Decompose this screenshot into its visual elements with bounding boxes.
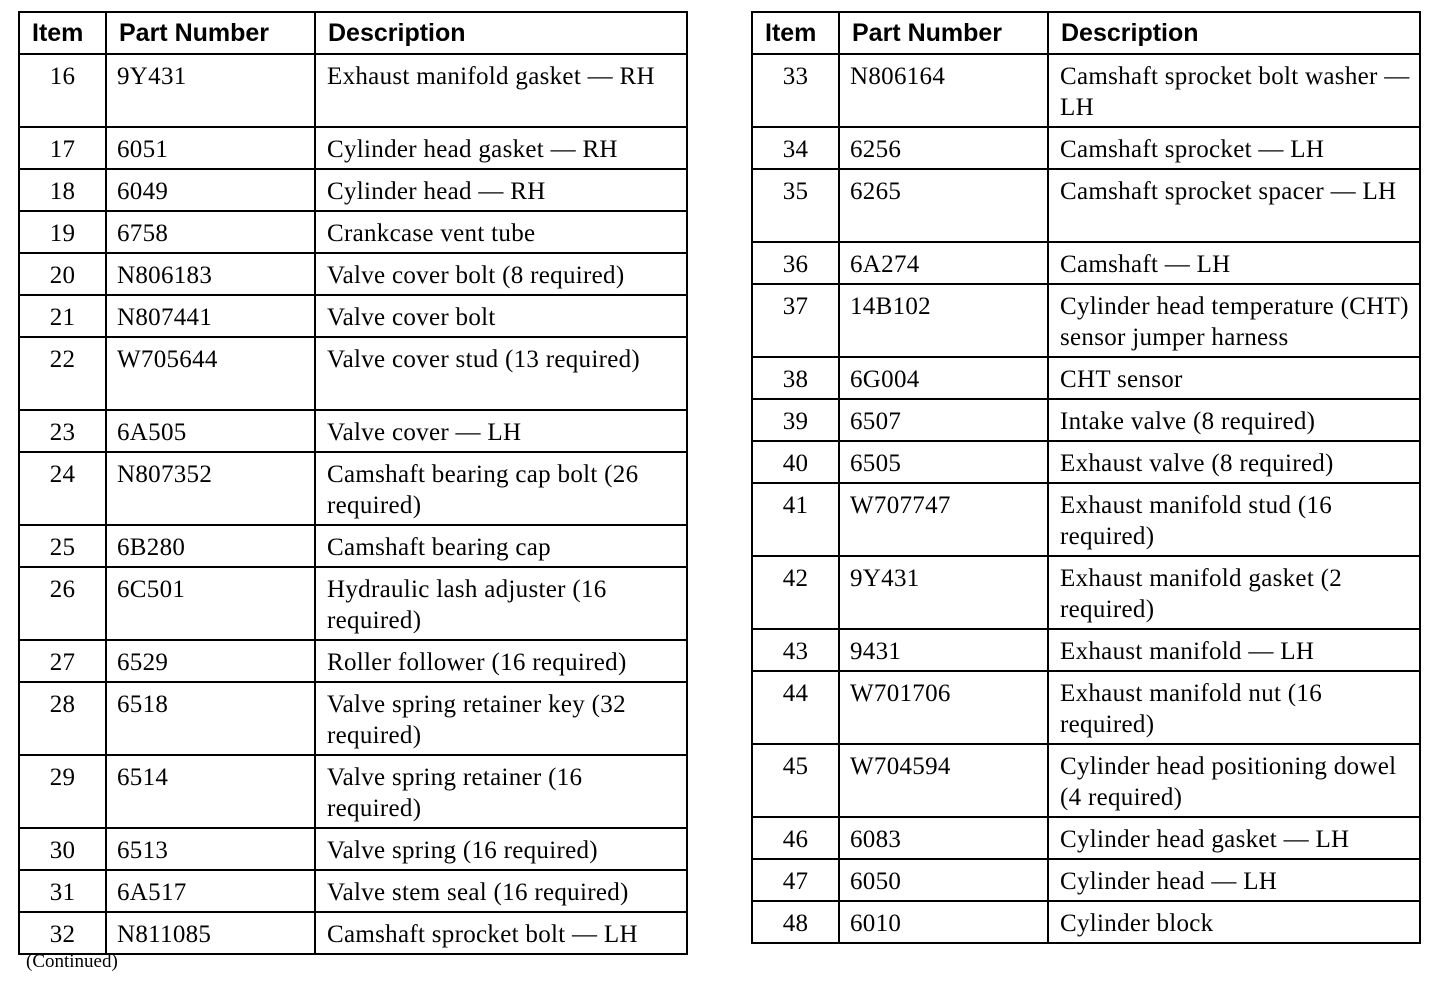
part-number: W705644 <box>106 337 315 410</box>
part-number: N807441 <box>106 295 315 337</box>
part-number: 6049 <box>106 169 315 211</box>
item-number: 47 <box>752 859 839 901</box>
part-number: 9431 <box>839 629 1048 671</box>
item-number: 25 <box>19 525 106 567</box>
part-description: Camshaft bearing cap <box>315 525 687 567</box>
table-row <box>752 357 1420 399</box>
part-description: Crankcase vent tube <box>315 211 687 253</box>
item-number: 20 <box>19 253 106 295</box>
part-number: 6050 <box>839 859 1048 901</box>
part-description: Camshaft sprocket bolt washer — LH <box>1048 54 1420 127</box>
part-description: Exhaust manifold — LH <box>1048 629 1420 671</box>
item-number: 35 <box>752 169 839 242</box>
table-row <box>752 54 1420 127</box>
item-number: 42 <box>752 556 839 629</box>
table-row <box>19 755 687 828</box>
item-number: 27 <box>19 640 106 682</box>
table-row <box>19 870 687 912</box>
part-description: Valve cover stud (13 required) <box>315 337 687 410</box>
table-row <box>19 410 687 452</box>
part-number: 6256 <box>839 127 1048 169</box>
part-number: 6A505 <box>106 410 315 452</box>
part-number: 9Y431 <box>839 556 1048 629</box>
part-description: Camshaft sprocket spacer — LH <box>1048 169 1420 242</box>
item-number: 37 <box>752 284 839 357</box>
part-description: Valve cover bolt (8 required) <box>315 253 687 295</box>
part-description: Cylinder block <box>1048 901 1420 943</box>
part-number: N806183 <box>106 253 315 295</box>
part-number: W704594 <box>839 744 1048 817</box>
table-row <box>19 525 687 567</box>
parts-table-right <box>751 11 1421 944</box>
item-number: 30 <box>19 828 106 870</box>
part-number: 6010 <box>839 901 1048 943</box>
table-row <box>752 817 1420 859</box>
table-row <box>19 567 687 640</box>
table-row <box>752 629 1420 671</box>
part-description: Camshaft sprocket bolt — LH <box>315 912 687 954</box>
table-row <box>19 211 687 253</box>
item-number: 21 <box>19 295 106 337</box>
table-row <box>19 682 687 755</box>
table-row <box>19 337 687 410</box>
part-number: W701706 <box>839 671 1048 744</box>
table-row <box>19 127 687 169</box>
item-number: 33 <box>752 54 839 127</box>
part-number: 6083 <box>839 817 1048 859</box>
part-number: 14B102 <box>839 284 1048 357</box>
header-item: Item <box>19 12 106 54</box>
part-number: 6529 <box>106 640 315 682</box>
part-description: Exhaust valve (8 required) <box>1048 441 1420 483</box>
table-row <box>19 169 687 211</box>
part-description: Hydraulic lash adjuster (16 required) <box>315 567 687 640</box>
part-number: 6051 <box>106 127 315 169</box>
table-row <box>752 859 1420 901</box>
table-row <box>752 284 1420 357</box>
part-number: 6265 <box>839 169 1048 242</box>
part-description: Cylinder head — RH <box>315 169 687 211</box>
table-row <box>19 828 687 870</box>
part-description: Intake valve (8 required) <box>1048 399 1420 441</box>
part-description: Valve spring retainer key (32 required) <box>315 682 687 755</box>
item-number: 40 <box>752 441 839 483</box>
part-number: 6513 <box>106 828 315 870</box>
part-description: Cylinder head — LH <box>1048 859 1420 901</box>
part-description: Exhaust manifold gasket — RH <box>315 54 687 127</box>
part-number: 9Y431 <box>106 54 315 127</box>
part-description: Exhaust manifold nut (16 required) <box>1048 671 1420 744</box>
item-number: 32 <box>19 912 106 954</box>
part-description: Cylinder head positioning dowel (4 required) <box>1048 744 1420 817</box>
part-number: 6A517 <box>106 870 315 912</box>
item-number: 22 <box>19 337 106 410</box>
part-number: W707747 <box>839 483 1048 556</box>
item-number: 23 <box>19 410 106 452</box>
item-number: 17 <box>19 127 106 169</box>
item-number: 39 <box>752 399 839 441</box>
item-number: 19 <box>19 211 106 253</box>
part-number: N806164 <box>839 54 1048 127</box>
part-description: Valve spring retainer (16 required) <box>315 755 687 828</box>
part-description: Exhaust manifold gasket (2 required) <box>1048 556 1420 629</box>
table-row <box>19 640 687 682</box>
header-description: Description <box>1048 12 1420 54</box>
part-number: 6518 <box>106 682 315 755</box>
part-description: Camshaft sprocket — LH <box>1048 127 1420 169</box>
table-row <box>752 744 1420 817</box>
part-description: Valve cover — LH <box>315 410 687 452</box>
header-part-number: Part Number <box>106 12 315 54</box>
header-description: Description <box>315 12 687 54</box>
item-number: 48 <box>752 901 839 943</box>
part-description: Valve stem seal (16 required) <box>315 870 687 912</box>
table-row <box>19 295 687 337</box>
item-number: 26 <box>19 567 106 640</box>
item-number: 28 <box>19 682 106 755</box>
item-number: 34 <box>752 127 839 169</box>
item-number: 29 <box>19 755 106 828</box>
item-number: 24 <box>19 452 106 525</box>
part-description: Camshaft — LH <box>1048 242 1420 284</box>
part-number: N811085 <box>106 912 315 954</box>
item-number: 46 <box>752 817 839 859</box>
part-number: 6B280 <box>106 525 315 567</box>
item-number: 45 <box>752 744 839 817</box>
table-row <box>752 169 1420 242</box>
item-number: 36 <box>752 242 839 284</box>
table-row <box>752 399 1420 441</box>
item-number: 41 <box>752 483 839 556</box>
parts-table-left <box>18 11 688 955</box>
table-row <box>752 901 1420 943</box>
part-number: 6514 <box>106 755 315 828</box>
part-description: Valve cover bolt <box>315 295 687 337</box>
item-number: 31 <box>19 870 106 912</box>
table-header-row <box>19 12 687 54</box>
continued-note: (Continued) <box>26 951 118 972</box>
table-row <box>752 483 1420 556</box>
table-row <box>752 127 1420 169</box>
table-row <box>752 441 1420 483</box>
item-number: 38 <box>752 357 839 399</box>
item-number: 43 <box>752 629 839 671</box>
part-description: Cylinder head gasket — RH <box>315 127 687 169</box>
table-row <box>19 253 687 295</box>
table-row <box>752 671 1420 744</box>
part-number: N807352 <box>106 452 315 525</box>
table-row <box>19 912 687 954</box>
table-row <box>19 452 687 525</box>
header-part-number: Part Number <box>839 12 1048 54</box>
part-number: 6505 <box>839 441 1048 483</box>
table-row <box>19 54 687 127</box>
part-description: Roller follower (16 required) <box>315 640 687 682</box>
part-number: 6A274 <box>839 242 1048 284</box>
part-description: Valve spring (16 required) <box>315 828 687 870</box>
item-number: 18 <box>19 169 106 211</box>
table-row <box>752 556 1420 629</box>
table-row <box>752 242 1420 284</box>
part-description: Cylinder head gasket — LH <box>1048 817 1420 859</box>
part-description: Camshaft bearing cap bolt (26 required) <box>315 452 687 525</box>
part-description: CHT sensor <box>1048 357 1420 399</box>
item-number: 44 <box>752 671 839 744</box>
header-item: Item <box>752 12 839 54</box>
item-number: 16 <box>19 54 106 127</box>
part-description: Exhaust manifold stud (16 required) <box>1048 483 1420 556</box>
part-number: 6507 <box>839 399 1048 441</box>
part-number: 6758 <box>106 211 315 253</box>
part-number: 6G004 <box>839 357 1048 399</box>
table-header-row <box>752 12 1420 54</box>
part-description: Cylinder head temperature (CHT) sensor jumper harness <box>1048 284 1420 357</box>
part-number: 6C501 <box>106 567 315 640</box>
